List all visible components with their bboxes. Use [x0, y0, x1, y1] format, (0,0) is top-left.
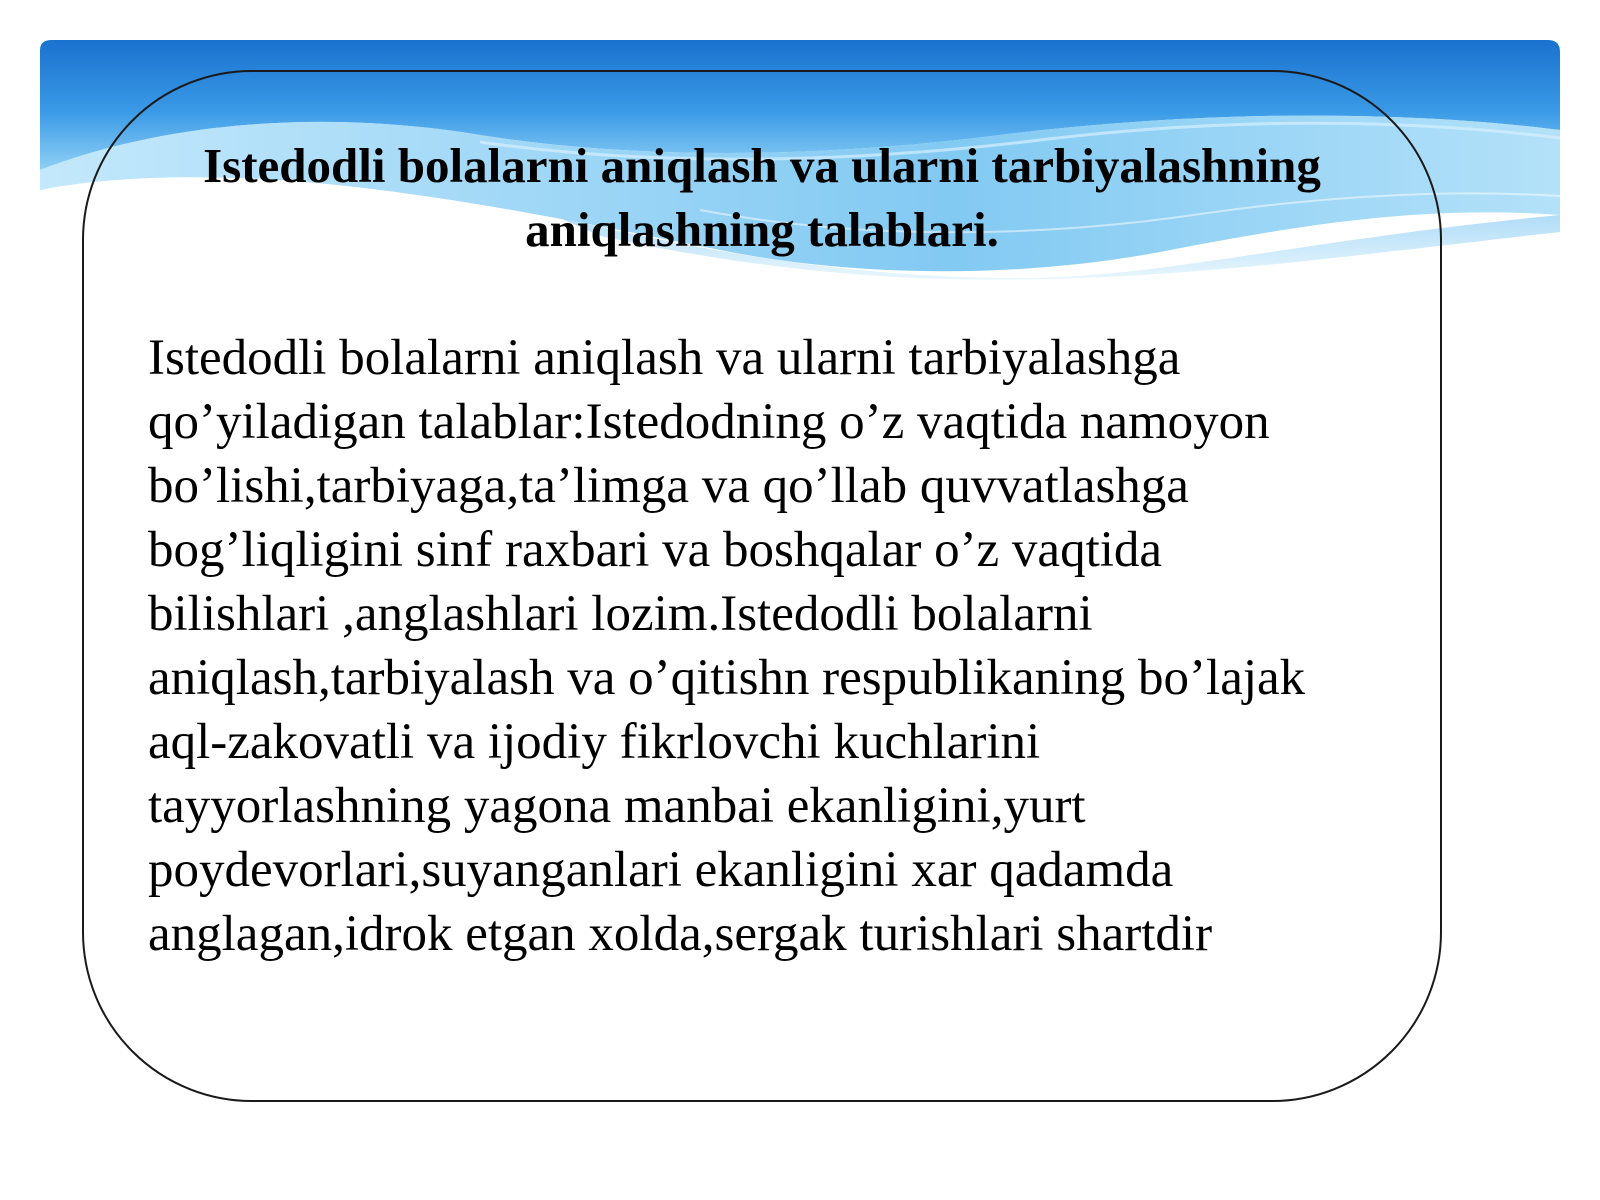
- body-line: bog’liqligini sinf raxbari va boshqalar o’z vaqtida: [148, 522, 1163, 578]
- body-line: aniqlash,tarbiyalash va o’qitishn respublikaning bo’lajak: [148, 650, 1306, 706]
- slide-title: [130, 134, 1394, 262]
- title-line: Istedodli bolalarni aniqlash va ularni tarbiyalashning: [203, 138, 1321, 193]
- body-line: qo’yiladigan talablar:Istedodning o’z vaqtida namoyon: [148, 394, 1270, 450]
- body-line: bo’lishi,tarbiyaga,ta’limga va qo’llab quvvatlashga: [148, 458, 1189, 514]
- slide-body-text: [148, 326, 1418, 966]
- title-line: aniqlashning talablari.: [525, 202, 999, 257]
- body-line: poydevorlari,suyanganlari ekanligini xar qadamda: [148, 842, 1174, 898]
- body-line: bilishlari ,anglashlari lozim.Istedodli bolalarni: [148, 586, 1093, 642]
- body-line: Istedodli bolalarni aniqlash va ularni tarbiyalashga: [148, 330, 1181, 386]
- body-line: aql-zakovatli va ijodiy fikrlovchi kuchlarini: [148, 714, 1041, 770]
- body-line: tayyorlashning yagona manbai ekanligini,yurt: [148, 778, 1086, 834]
- body-line: anglagan,idrok etgan xolda,sergak turishlari shartdir: [148, 906, 1213, 962]
